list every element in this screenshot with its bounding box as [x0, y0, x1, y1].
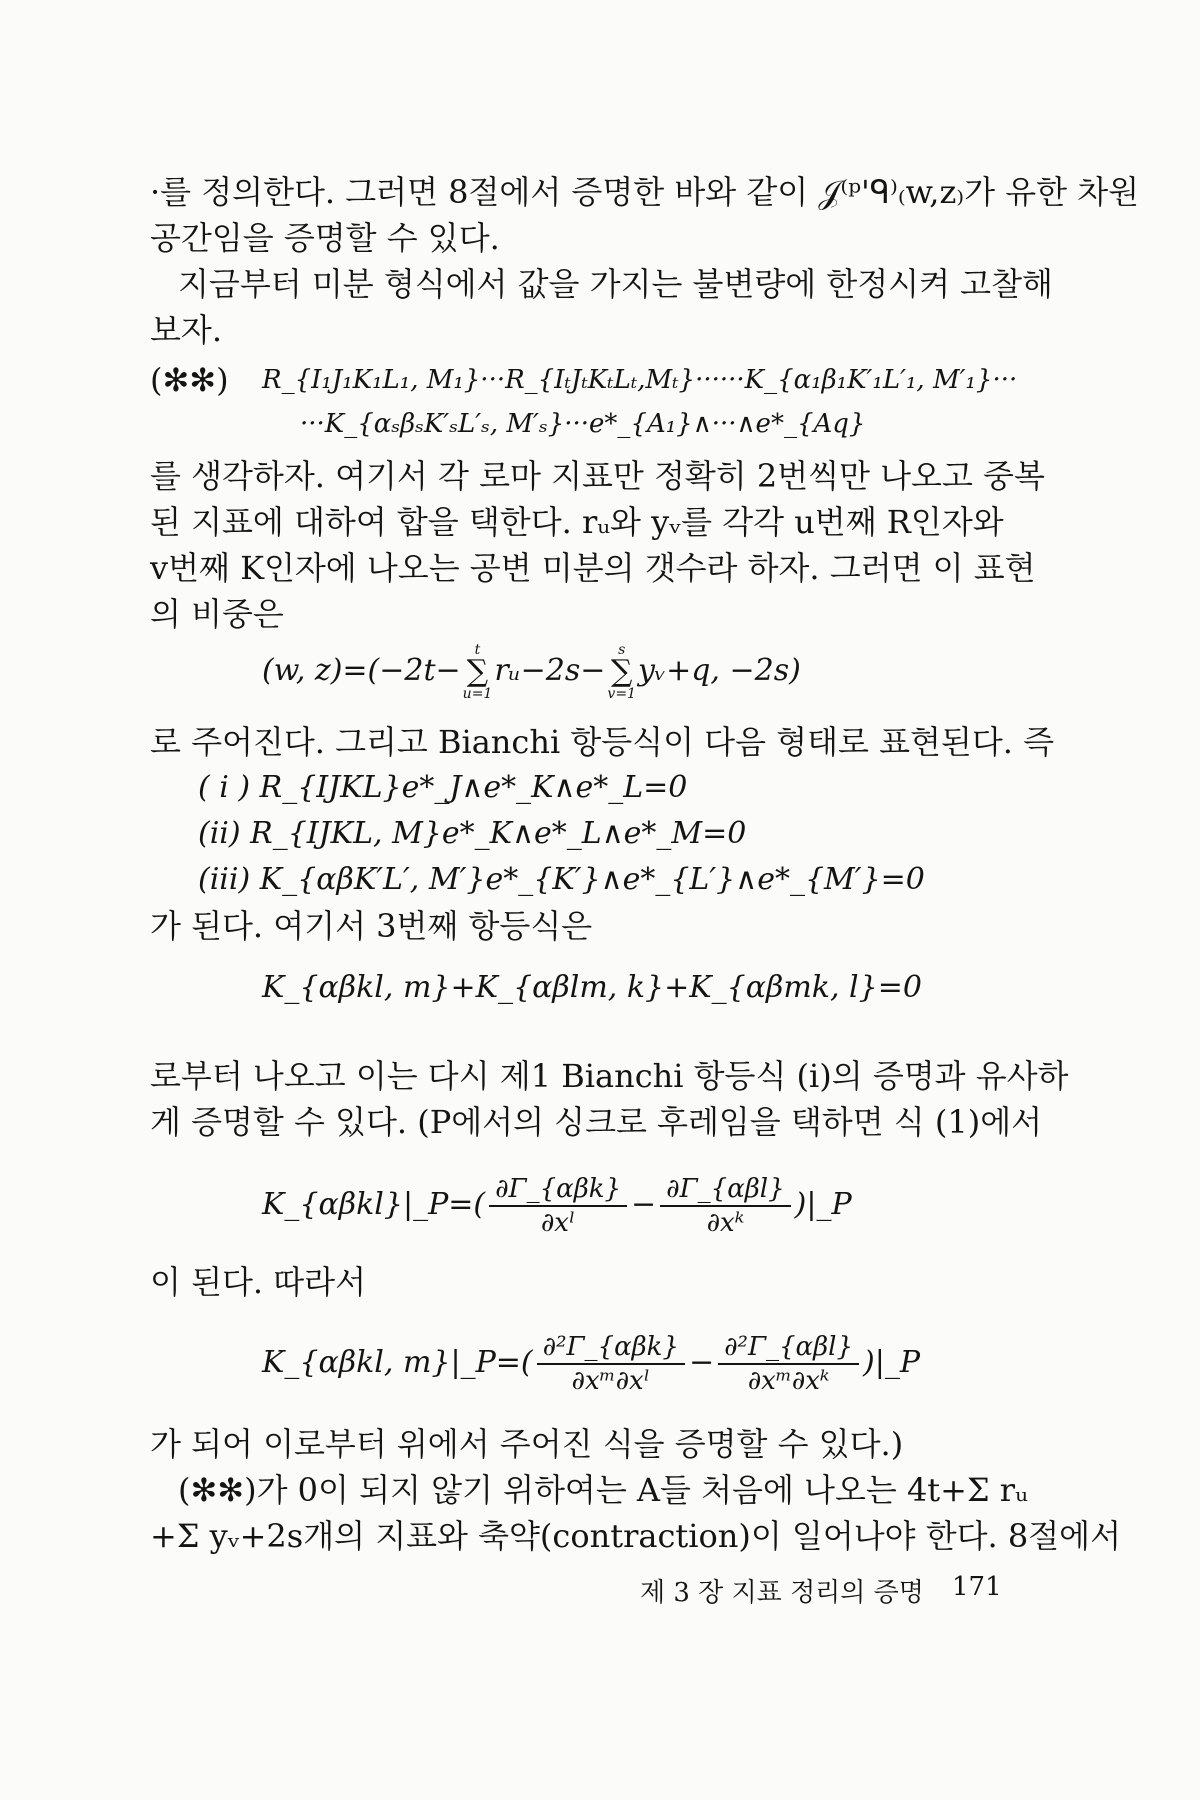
eq5-numerator-2: ∂²Γ_{αβl} — [718, 1331, 859, 1365]
bianchi-identity-1: ( i ) R_{IJKL}e*_J∧e*_K∧e*_L=0 — [198, 770, 688, 805]
eq5-numerator-1: ∂²Γ_{αβk} — [537, 1331, 685, 1365]
eq4-lhs: K_{αβkl}|_P=( — [262, 1187, 486, 1222]
text-line-1: ·를 정의한다. 그러면 8절에서 증명한 바와 같이 𝒥⁽ᵖ'ᑫ⁾₍w,z₎가 유한 차원 — [150, 173, 1140, 211]
sigma-symbol: ∑ — [466, 654, 489, 689]
text-line-10: 의 비중은 — [150, 595, 284, 633]
weight-lhs: (w, z)=(−2t− — [262, 653, 461, 688]
curvature-at-p-equation — [262, 1160, 852, 1250]
text-line-13: 로부터 나오고 이는 다시 제1 Bianchi 항등식 (i)의 증명과 유사하 — [150, 1057, 1069, 1095]
eq4-rhs: )|_P — [794, 1187, 852, 1222]
text-line-4: 보자. — [150, 311, 222, 349]
eq4-denominator-1: ∂xˡ — [540, 1208, 576, 1238]
text-line-11: 로 주어진다. 그리고 Bianchi 항등식이 다음 형태로 표현된다. 즉 — [150, 723, 1054, 761]
text-line-2: 공간임을 증명할 수 있다. — [150, 219, 500, 257]
weight-rhs: yᵥ+q, −2s) — [637, 653, 801, 688]
weight-equation — [262, 636, 801, 706]
text-line-17: (✻✻)가 0이 되지 않기 위하여는 A들 처음에 나오는 4t+Σ rᵤ — [178, 1471, 1028, 1509]
eq5-lhs: K_{αβkl, m}|_P=( — [262, 1345, 533, 1380]
eq4-minus: − — [631, 1187, 657, 1222]
text-line-3: 지금부터 미분 형식에서 값을 가지는 불변량에 한정시켜 고찰해 — [178, 265, 1053, 303]
eq4-numerator-2: ∂Γ_{αβl} — [660, 1173, 790, 1207]
eq5-denominator-2: ∂xᵐ∂xᵏ — [747, 1366, 830, 1396]
text-line-18: +Σ yᵥ+2s개의 지표와 축약(contraction)이 일어나야 한다. 8절에서 — [150, 1517, 1121, 1555]
sum-u-upper: t — [474, 642, 481, 658]
expression-tag: (✻✻) — [150, 361, 229, 399]
eq5-denominator-1: ∂xᵐ∂xˡ — [571, 1366, 651, 1396]
sum-v-upper: s — [618, 642, 626, 658]
text-line-9: v번째 K인자에 나오는 공변 미분의 갯수라 하자. 그러면 이 표현 — [150, 549, 1036, 587]
text-line-15: 이 된다. 따라서 — [150, 1263, 366, 1301]
running-footer-chapter: 제 3 장 지표 정리의 증명 — [640, 1578, 924, 1608]
summation-v — [607, 643, 636, 701]
eq4-denominator-2: ∂xᵏ — [706, 1208, 745, 1238]
summation-u — [463, 643, 493, 701]
bianchi-identity-3: (iii) K_{αβK′L′, M′}e*_{K′}∧e*_{L′}∧e*_{M′}=0 — [198, 862, 925, 897]
eq5-fraction-1 — [537, 1331, 685, 1397]
invariant-expression-line-1: R_{I₁J₁K₁L₁, M₁}···R_{IₜJₜKₜLₜ,Mₜ}······K_{α₁β₁K′₁L′₁, M′₁}··· — [262, 365, 1018, 395]
eq5-minus: − — [688, 1345, 715, 1380]
eq4-numerator-1: ∂Γ_{αβk} — [489, 1173, 627, 1207]
eq5-rhs: )|_P — [863, 1345, 921, 1380]
sum-v-lower: v=1 — [607, 686, 636, 702]
page-number: 171 — [952, 1572, 1002, 1602]
covariant-derivative-equation — [262, 1318, 920, 1408]
weight-middle: rᵤ−2s− — [494, 653, 606, 688]
invariant-expression-line-2: ···K_{αₛβₛK′ₛL′ₛ, M′ₛ}···e*_{A₁}∧···∧e*_{Aq} — [300, 409, 866, 439]
bianchi-identity-2: (ii) R_{IJKL, M}e*_K∧e*_L∧e*_M=0 — [198, 816, 747, 851]
sum-u-lower: u=1 — [462, 686, 493, 702]
text-line-8: 된 지표에 대하여 합을 택한다. rᵤ와 yᵥ를 각각 u번째 R인자와 — [150, 503, 1004, 541]
third-identity-equation: K_{αβkl, m}+K_{αβlm, k}+K_{αβmk, l}=0 — [262, 970, 922, 1005]
eq4-fraction-2 — [660, 1173, 790, 1239]
text-line-14: 게 증명할 수 있다. (P에서의 싱크로 후레임을 택하면 식 (1)에서 — [150, 1103, 1043, 1141]
text-line-16: 가 되어 이로부터 위에서 주어진 식을 증명할 수 있다.) — [150, 1425, 904, 1463]
eq4-fraction-1 — [489, 1173, 627, 1239]
eq5-fraction-2 — [718, 1331, 859, 1397]
text-line-7: 를 생각하자. 여기서 각 로마 지표만 정확히 2번씩만 나오고 중복 — [150, 457, 1045, 495]
text-line-12: 가 된다. 여기서 3번째 항등식은 — [150, 907, 593, 945]
sigma-symbol: ∑ — [610, 654, 633, 689]
